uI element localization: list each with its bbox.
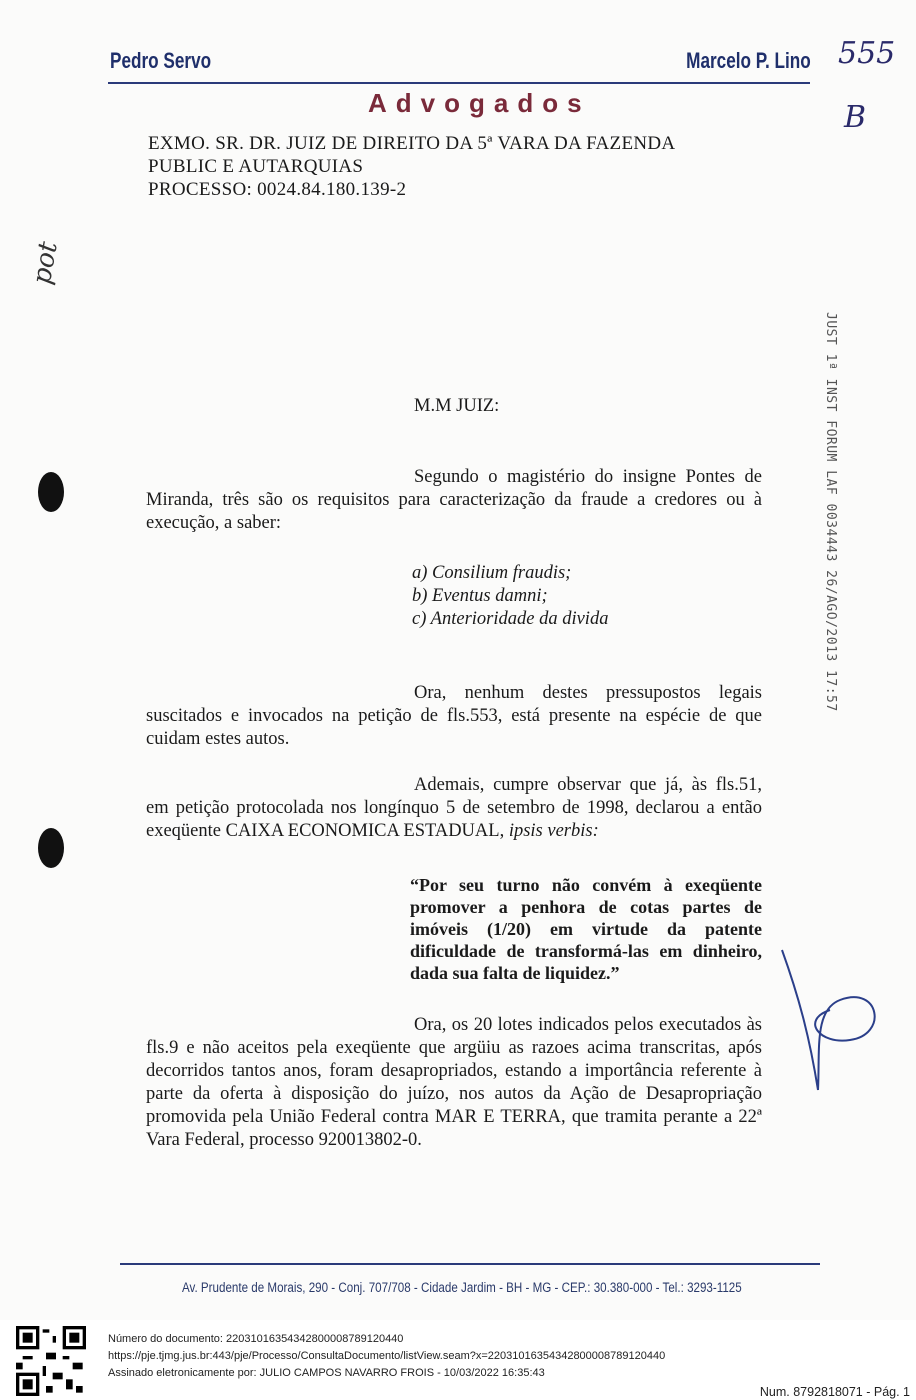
paragraph-4-lead: Ora, os 20 lotes indicados pelos (414, 1015, 654, 1035)
handwritten-mark: B (844, 100, 867, 135)
requisites-list (412, 562, 608, 631)
pje-url[interactable]: https://pje.tjmg.jus.br:443/pje/Processo/ConsultaDocumento/listView.seam?x=22031016354342800008789120440 (108, 1350, 666, 1362)
paragraph-4-rest: executados às fls.9 e não aceitos pela exeqüente que argüiu as razoes acima transcritas, após decorridos tantos anos, foram desapropriados, estando a importância referente à parte da oferta à disposição do juízo, nos autos da Ação de Desapropriação promovida pela União Federal contra MAR E TERRA, que tramita perante a 22ª Vara Federal, processo 920013802-0. (146, 1015, 763, 1150)
paragraph-1-lead: Segundo o magistério do insigne Pontes (414, 467, 736, 487)
process-number: PROCESSO: 0024.84.180.139-2 (148, 179, 407, 200)
protocol-stamp: JUST 1ª INST FORUM LAF 0034443 26/AGO/2013 17:57 (823, 312, 838, 712)
paragraph-3-tail: ipsis verbis: (508, 821, 599, 841)
pje-signed-by: Assinado eletronicamente por: JULIO CAMPOS NAVARRO FROIS - 10/03/2022 16:35:43 (108, 1367, 545, 1379)
address-line-1: EXMO. SR. DR. JUIZ DE DIREITO DA 5ª VARA DA FAZENDA (148, 133, 676, 154)
paragraph-3-lead: Ademais, cumpre observar que já, às (414, 775, 708, 795)
pje-document-number: Número do documento: 22031016354342800008789120440 (108, 1333, 404, 1345)
letterhead-subtitle: Advogados (368, 88, 591, 118)
pje-page-label: Num. 8792818071 - Pág. 1 (759, 1385, 910, 1399)
paragraph-2-lead: Ora, nenhum destes pressupostos legais (414, 683, 762, 703)
quoted-statement: “Por seu turno não convém à exeqüente promover a penhora de cotas partes de imóveis (1/20) em virtude da patente dificuldade de transformá-las em dinheiro, dada sua falta de liquidez.” (410, 875, 762, 983)
punch-hole-bottom (38, 828, 64, 868)
address-line-2: PUBLIC E AUTARQUIAS (148, 156, 364, 177)
letterhead-left-name: Pedro Servo (110, 48, 212, 73)
requisite-c: c) Anterioridade da divida (412, 609, 609, 629)
letterhead-right-name: Marcelo P. Lino (686, 48, 811, 73)
requisite-b: b) Eventus damni; (412, 586, 548, 606)
handwritten-page-number: 555 (838, 36, 896, 71)
paragraph-2 (146, 682, 762, 751)
footer-rule (120, 1263, 820, 1265)
paragraph-1-rest: de Miranda, três são os requisitos para caracterização da fraude a credores ou à execução, a saber: (146, 467, 763, 533)
punch-hole-top (38, 472, 64, 512)
requisite-a: a) Consilium fraudis; (412, 563, 572, 583)
salutation: M.M JUIZ: (414, 396, 500, 416)
paragraph-1 (146, 466, 762, 535)
signature (770, 940, 890, 1100)
margin-note: pot (26, 239, 64, 287)
paragraph-2-rest: suscitados e invocados na petição de fls.553, está presente na espécie de que cuidam estes autos. (146, 706, 762, 749)
paragraph-4 (146, 1014, 762, 1152)
qr-code-icon (16, 1326, 86, 1396)
letterhead-rule (108, 82, 810, 84)
paragraph-3-rest: fls.51, em petição protocolada nos longínquo 5 de setembro de 1998, declarou a então exeqüente CAIXA ECONOMICA ESTADUAL, (146, 775, 762, 841)
paragraph-3 (146, 774, 762, 843)
footer-address: Av. Prudente de Morais, 290 - Conj. 707/708 - Cidade Jardim - BH - MG - CEP.: 30.380-000 - Tel.: 3293-1125 (182, 1280, 742, 1295)
